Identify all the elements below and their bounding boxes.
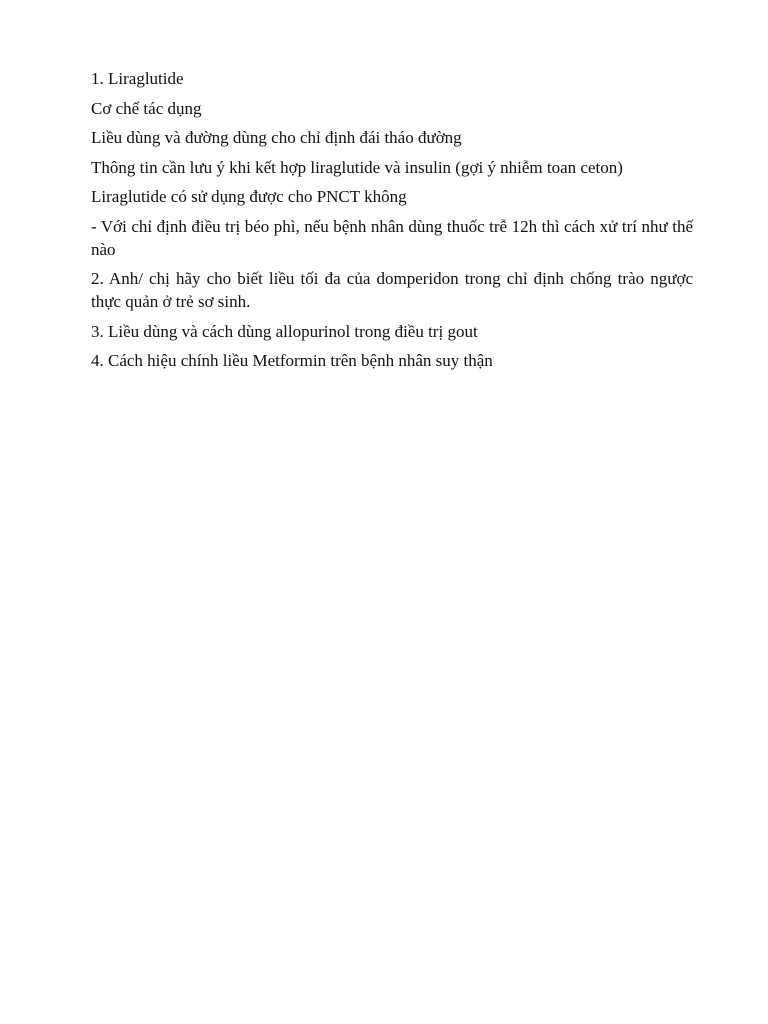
question-allopurinol: 3. Liều dùng và cách dùng allopurinol trong điều trị gout — [91, 321, 478, 341]
question-pregnancy: Liraglutide có sử dụng được cho PNCT không — [91, 187, 407, 206]
heading-liraglutide: 1. Liraglutide — [91, 69, 184, 88]
question-metformin: 4. Cách hiệu chính liều Metformin trên bệnh nhân suy thận — [91, 351, 493, 370]
question-missed-dose-obesity: - Với chỉ định điều trị béo phì, nếu bệnh nhân dùng thuốc trễ 12h thì cách xử trí như thế nào — [91, 216, 693, 259]
question-insulin-combination: Thông tin cần lưu ý khi kết hợp liraglutide và insulin (gợi ý nhiễm toan ceton) — [91, 157, 623, 177]
question-dosage-diabetes: Liều dùng và đường dùng cho chỉ định đái tháo đường — [91, 128, 462, 147]
document-page — [91, 67, 693, 379]
question-mechanism: Cơ chế tác dụng — [91, 98, 202, 118]
question-domperidone: 2. Anh/ chị hãy cho biết liều tối đa của domperidon trong chỉ định chống trào ngược thực quản ở trẻ sơ sinh. — [91, 269, 693, 311]
